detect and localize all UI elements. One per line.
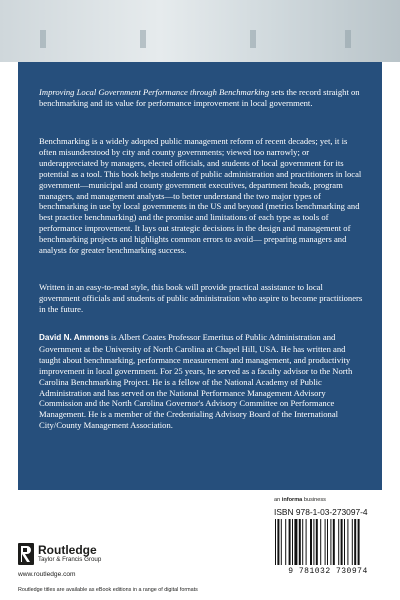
decorative-mark — [40, 30, 46, 48]
author-bio-text: is Albert Coates Professor Emeritus of Public Administration and Government at the University of North Carolina at Chapel Hill, USA. He has written and taught about benchmarking, performance measurement and management, and productivity improvement in local government. For 25 years, he served as a faculty advisor to the North Carolina Benchmarking Project. He is a fellow of the National Academy of Public Administration and has served on the National Performance Management Advisory Commission and the North Carolina Governor's Advisory Committee on Performance Management. He is a member of the Credentialing Advisory Board of the International City/County Management Association. — [39, 332, 353, 431]
informa-prefix: an — [274, 497, 282, 503]
author-bio-paragraph — [39, 332, 365, 431]
intro-paragraph — [39, 87, 365, 109]
decorative-mark — [345, 30, 351, 48]
book-title: Improving Local Government Performance through Benchmarking — [39, 87, 270, 97]
barcode-block — [272, 507, 384, 579]
decorative-mark — [250, 30, 256, 48]
ebook-note: Routledge titles are available as eBook editions in a range of digital formats — [18, 587, 198, 593]
informa-brand: informa — [281, 497, 303, 503]
barcode-digits: 9 781032 730974 — [288, 567, 368, 576]
publisher-group: Taylor & Francis Group — [38, 556, 102, 563]
publisher-name-block — [38, 544, 101, 564]
informa-suffix: business — [302, 497, 326, 503]
author-name: David N. Ammons — [39, 333, 109, 342]
top-decorative-band — [0, 0, 400, 62]
decorative-mark — [140, 30, 146, 48]
style-note-paragraph: Written in an easy-to-read style, this book will provide practical assistance to local government officials and students of public administration who aspire to become practitioners in the future. — [39, 282, 363, 314]
publisher-name: Routledge — [38, 543, 97, 557]
publisher-website: www.routledge.com — [18, 571, 76, 578]
barcode-icon — [272, 519, 384, 567]
routledge-logo-icon — [18, 543, 34, 565]
blurb-panel — [18, 62, 382, 490]
description-paragraph: Benchmarking is a widely adopted public management reform of recent decades; yet, it is often misunderstood by city and county governments; viewed too narrowly; or underappreciated by managers, elected officials, and students of local government for its potential as a tool. This book helps students of public administration and practitioners in local government—municipal and county government executives, department heads, program managers, and management analysts—to better understand the two major types of benchmarking in use by local governments in the US and beyond (metrics benchmarking and best practice benchmarking) and the promise and limitations of each type as tools of performance improvement. It lays out strategic decisions in the design and management of benchmarking projects and highlights common errors to avoid— preparing managers and analysts for greater benchmarking success. — [39, 136, 362, 256]
publisher-logo — [18, 543, 101, 565]
intro-text: sets the record straight on benchmarking and its value for performance improvement in local government. — [39, 87, 360, 108]
informa-tagline — [274, 497, 326, 503]
isbn-label: ISBN 978-1-03-273097-4 — [274, 507, 368, 517]
